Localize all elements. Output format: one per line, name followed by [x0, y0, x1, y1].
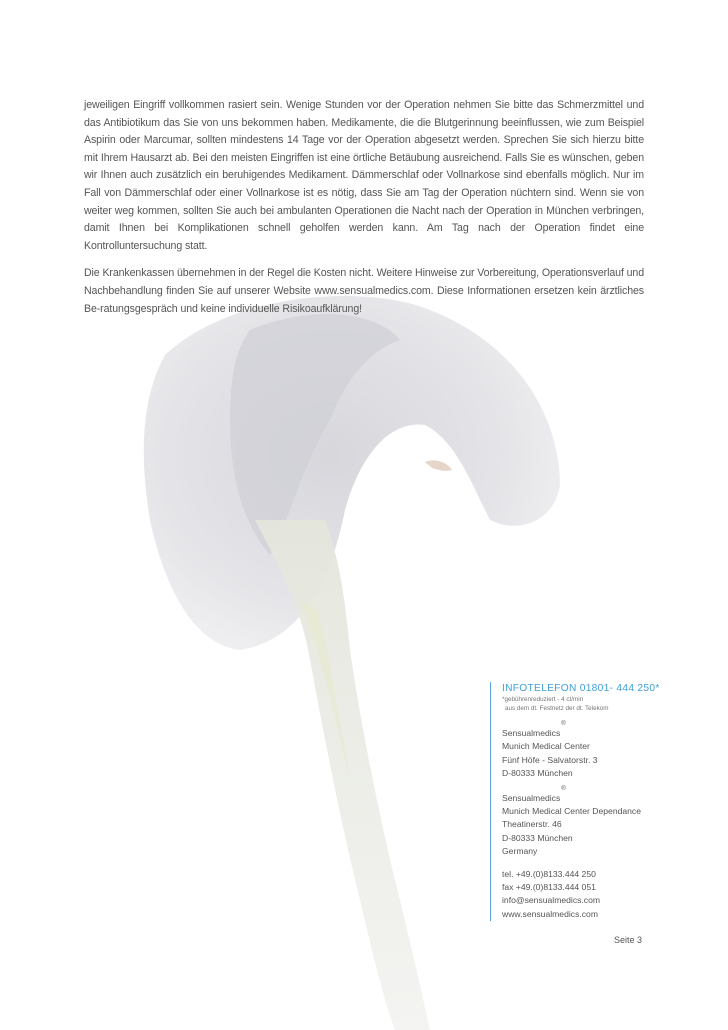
contact-block: [490, 682, 662, 921]
center2-brand: [502, 785, 662, 805]
center1-name: Munich Medical Center: [502, 741, 590, 752]
center2-street: Theatinerstr. 46: [502, 819, 562, 830]
center1-brand: [502, 721, 662, 740]
center2-brand-text: Sensualmedics: [502, 792, 561, 803]
center1-city: D-80333 München: [502, 768, 573, 779]
paragraph-preparation: jeweiligen Eingriff vollkommen rasiert sein. Wenige Stunden vor der Operation nehmen Sie bitte das Schmerzmittel und das Antibiotikum das Sie von uns bekommen haben. Medikamente, die die Blutgerinnung beeinflussen, wie zum Beispiel Aspirin oder Marcumar, sollten mindestens 14 Tage vor der Operation abgesetzt werden. Sprechen Sie sich hierzu bitte mit Ihrem Hausarzt ab. Bei den meisten Eingriffen ist eine örtliche Betäubung ausreichend. Falls Sie es wünschen, geben wir Ihnen auch zusätzlich ein beruhigendes Medikament. Dämmerschlaf oder Vollnarkose sind ebenfalls möglich. Nur im Fall von Dämmerschlaf oder einer Vollnarkose ist es nötig, dass Sie am Tag der Operation nüchtern sind. Wenn sie von weiter weg kommen, sollten Sie auch bei ambulanten Operationen die Nacht nach der Operation in München verbringen, damit Ihnen bei Komplikationen schnell geholfen werden kann. Am Tag nach der Operation findet eine Kontrolluntersuchung statt.: [84, 99, 644, 252]
center2-name: Munich Medical Center Dependance: [502, 805, 642, 816]
center2-country: Germany: [502, 846, 538, 857]
email-link[interactable]: info@sensualmedics.com: [502, 895, 601, 906]
registered-mark: ®: [561, 721, 566, 728]
infotelefon-number: INFOTELEFON 01801- 444 250*: [502, 683, 660, 694]
phone-number: tel. +49.(0)8133.444 250: [502, 868, 596, 879]
center2-city: D-80333 München: [502, 832, 573, 843]
fee-note: *gebührenreduziert - 4 ct/min: [502, 696, 584, 703]
body-text: [84, 97, 644, 328]
page-number: Seite 3: [613, 935, 642, 945]
paragraph-costs: Die Krankenkassen übernehmen in der Regel die Kosten nicht. Weitere Hinweise zur Vorbereitung, Operationsverlauf und Nachbehandlung finden Sie auf unserer Website www.sensualmedics.com. Diese Informationen ersetzen kein ärztliches Be-ratungsgespräch und keine individuelle Risikoaufklärung!: [84, 267, 645, 315]
center1-street: Fünf Höfe - Salvatorstr. 3: [502, 754, 598, 765]
fee-note-network: aus dem dt. Festnetz der dt. Telekom: [505, 704, 609, 712]
registered-mark: ®: [561, 785, 566, 792]
center1-brand-text: Sensualmedics: [502, 728, 561, 739]
fax-number: fax +49.(0)8133.444 051: [502, 881, 596, 892]
website-link[interactable]: www.sensualmedics.com: [502, 908, 598, 919]
